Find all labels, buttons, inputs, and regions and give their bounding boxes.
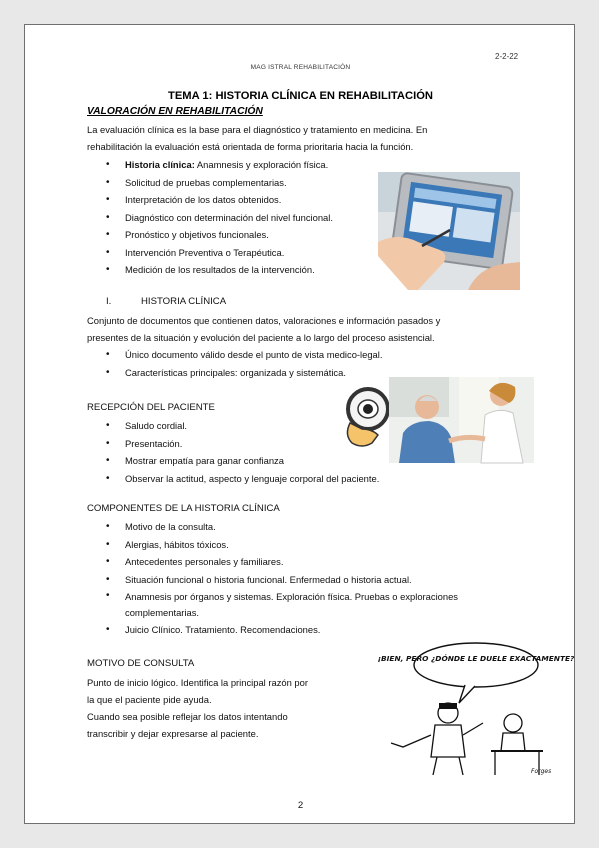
list-item: • Características principales: organizada y sistemática. [106,364,382,382]
list-item: • Historia clínica: Anamnesis y exploración física. [106,156,333,174]
list-item: • Solicitud de pruebas complementarias. [106,174,333,192]
motivo-line-2: la que el paciente pide ayuda. [87,694,212,705]
intro-line-2: rehabilitación la evaluación está orientada de forma prioritaria hacia la función. [87,141,414,152]
list-item: • Saludo cordial. [106,417,379,435]
date: 2-2-22 [495,52,519,61]
list-item: • Motivo de la consulta. [106,518,531,536]
list-item: • Observar la actitud, aspecto y lenguaje corporal del paciente. [106,470,379,488]
list-item: • Situación funcional o historia funcional. Enfermedad o historia actual. [106,571,531,589]
valoracion-list [106,156,333,279]
historia-line-1: Conjunto de documentos que contienen datos, valoraciones e información pasados y [87,315,441,326]
list-item: • Presentación. [106,435,379,453]
list-item: • Anamnesis por órganos y sistemas. Exploración física. Pruebas o exploraciones complementarias. [106,588,531,621]
list-item: • Alergias, hábitos tóxicos. [106,536,531,554]
tablet-photo [378,172,520,290]
cartoon-illustration [373,639,575,781]
componentes-heading: COMPONENTES DE LA HISTORIA CLÍNICA [87,503,280,514]
list-item: • Pronóstico y objetivos funcionales. [106,226,333,244]
page-header: MAG ISTRAL REHABILITACIÓN [250,64,351,71]
motivo-line-1: Punto de inicio lógico. Identifica la principal razón por [87,677,308,688]
historia-number: I. [106,296,112,307]
recepcion-list [106,417,379,487]
motivo-line-4: transcribir y dejar expresarse al paciente. [87,728,259,739]
list-item: • Interpretación de los datos obtenidos. [106,191,333,209]
historia-heading: HISTORIA CLÍNICA [141,296,227,307]
recepcion-heading: RECEPCIÓN DEL PACIENTE [87,402,215,413]
historia-line-2: presentes de la situación y evolución del paciente a lo largo del proceso asistencial. [87,332,435,343]
list-item: • Diagnóstico con determinación del nivel funcional. [106,209,333,227]
list-item: • Único documento válido desde el punto de vista medico-legal. [106,346,382,364]
speech-bubble-text: ¡BIEN, PERO ¿DÓNDE LE DUELE EXACTAMENTE? [377,654,575,663]
historia-list [106,346,382,381]
list-item: • Juicio Clínico. Tratamiento. Recomendaciones. [106,621,531,639]
list-item: • Medición de los resultados de la intervención. [106,261,333,279]
document-page [24,24,575,824]
list-item: • Mostrar empatía para ganar confianza [106,452,379,470]
list-item: • Intervención Preventiva o Terapéutica. [106,244,333,262]
motivo-heading: MOTIVO DE CONSULTA [87,658,195,669]
list-item: • Antecedentes personales y familiares. [106,553,531,571]
section-subtitle: VALORACIÓN EN REHABILITACIÓN [87,106,263,117]
componentes-list [106,518,531,639]
page-number: 2 [297,800,304,811]
cartoon-signature: Forges [531,768,552,775]
doctor-patient-photo [389,377,534,463]
intro-line-1: La evaluación clínica es la base para el diagnóstico y tratamiento en medicina. En [87,124,428,135]
page-title: TEMA 1: HISTORIA CLÍNICA EN REHABILITACIÓN [168,90,433,102]
motivo-line-3: Cuando sea posible reflejar los datos intentando [87,711,288,722]
